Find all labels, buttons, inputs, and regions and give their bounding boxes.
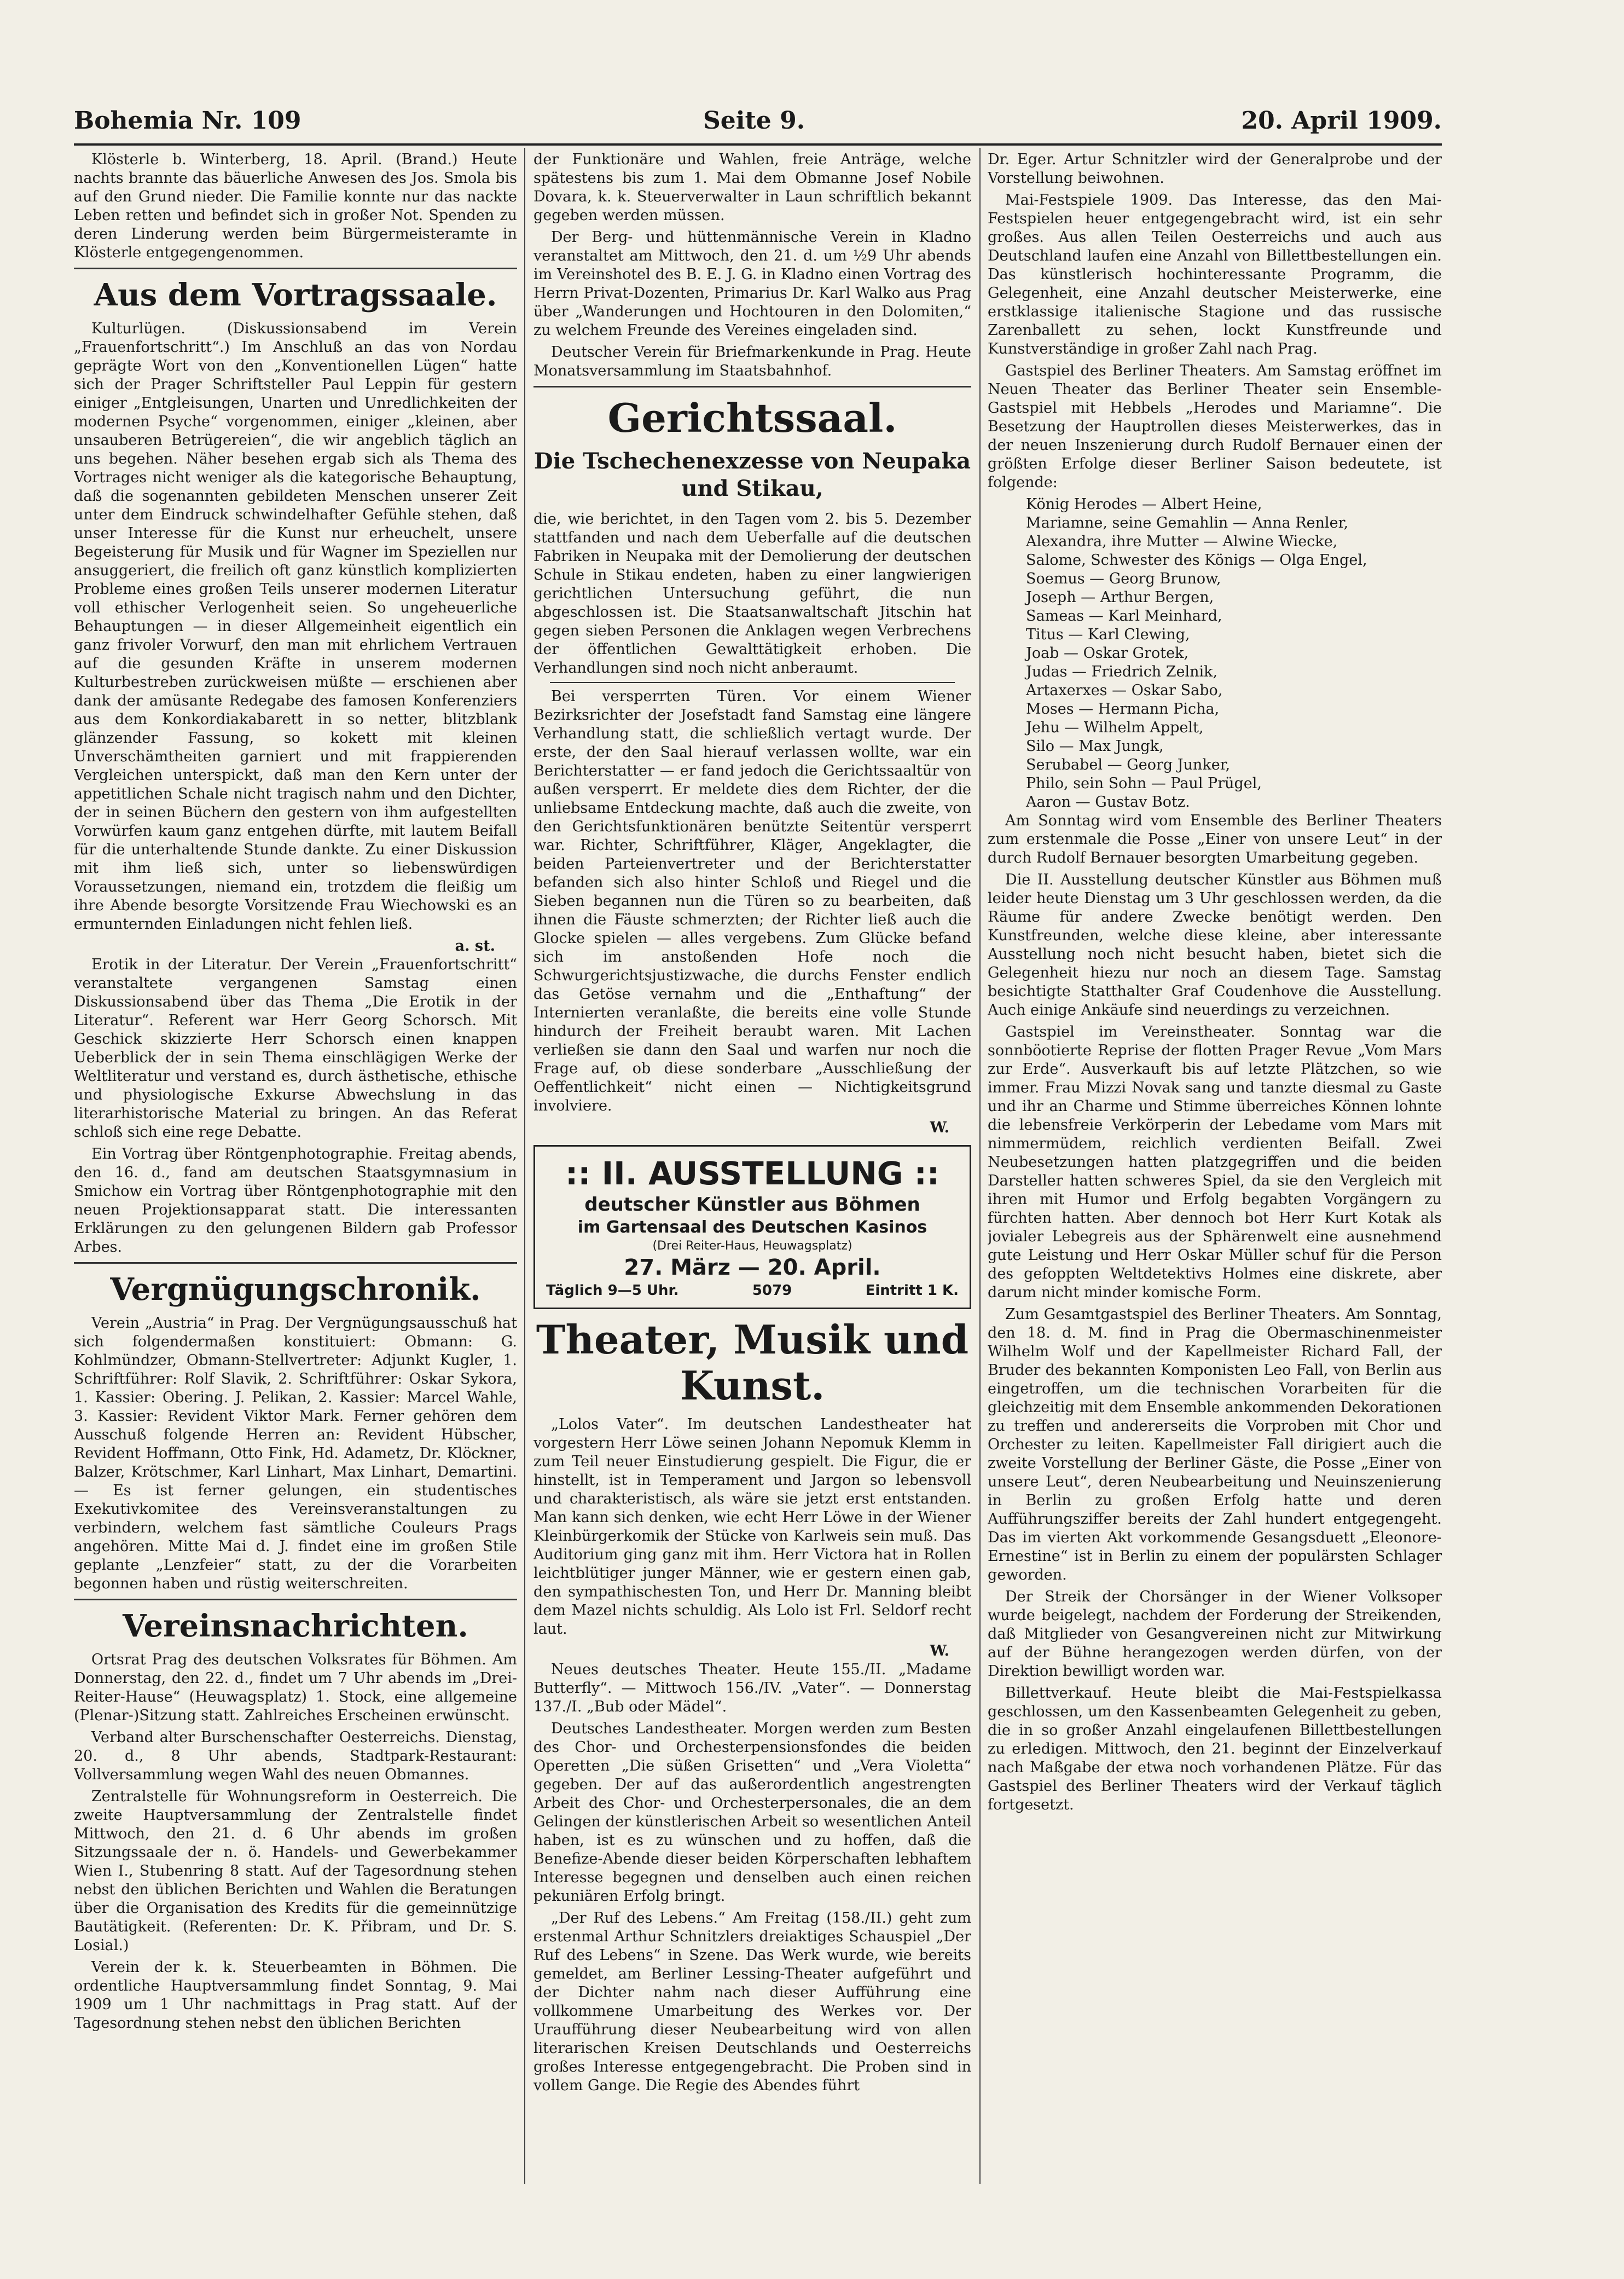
column-divider — [524, 148, 525, 2184]
ad-number: 5079 — [752, 1282, 792, 1299]
column-3 — [988, 151, 1442, 2186]
article-text: Ein Vortrag über Röntgenphotographie. Freitag abends, den 16. d., fand am deutschen Staatsgymnasium in Smichow ein Vortrag über Röntgenphotographie mit den neuen Projektionsapparat statt. Die interessanten Erklärungen zu den gelungenen Bildern gab Professor Arbes. — [74, 1146, 517, 1256]
header-date: 20. April 1909. — [1241, 107, 1442, 135]
article-text: Erotik in der Literatur. Der Verein „Frauenfortschritt“ veranstaltete vergangenen Samstag einen Diskussionsabend über das Thema „Die Erotik in der Literatur“. Referent war Herr Georg Schorsch. Mit Geschick skizzierte Herr Schorsch einen knappen Ueberblick der in sein Thema einschlägigen Werke der Weltliteratur und verstand es, durch ästhetische, ethische und physiologische Exkurse Abwechslung in das literarhistorische Material zu bringen. An das Referat schloß sich eine rege Debatte. — [74, 956, 517, 1141]
section-heading: Theater, Musik und Kunst. — [536, 1316, 969, 1409]
cast-entry: Serubabel — Georg Junker, — [1026, 756, 1231, 773]
cast-entry: Mariamne, seine Gemahlin — Anna Renler, — [1026, 514, 1349, 531]
article-text: Deutscher Verein für Briefmarkenkunde in Prag. Heute Monatsversammlung im Staatsbahnhof. — [533, 344, 971, 379]
article-rule — [550, 682, 955, 683]
cast-entry: Silo — Max Jungk, — [1026, 738, 1164, 755]
cast-entry: König Herodes — Albert Heine, — [1026, 496, 1262, 513]
article-text: Die II. Ausstellung deutscher Künstler aus Böhmen muß leider heute Dienstag um 3 Uhr geschlossen werden, da die Räume für andere Zwecke benötigt werden. Den Kunstfreunden, welche diese kleine, aber interessante Ausstellung noch nicht besucht haben, bietet sich die Gelegenheit hiezu nur noch an diesem Tage. Samstag besichtigte Statthalter Graf Coudenhove die Ausstellung. Auch einige Ankäufe sind neuerdings zu verzeichnen. — [988, 871, 1442, 1019]
article-text: Kulturlügen. (Diskussionsabend im Verein „Frauenfortschritt“.) Im Anschluß an das von Nordau geprägte Wort von den „Konventionellen Lügen“ hatte sich der Prager Schriftsteller Paul Leppin für gestern einiger „Entgleisungen, Unarten und Unredlichkeiten der modernen Psyche“ vorgenommen, einiger „kleinen, aber unsauberen Betrügereien“, die wir angeblich täglich an uns begehen. Näher besehen ergab sich als Thema des Vortrages nicht weniger als die kategorische Behauptung, daß die sogenannten gebildeten Menschen unserer Zeit unter dem Eindruck schwindelhafter Gefühle stehen, daß unser Interesse für die Kunst nur erheuchelt, unsere Begeisterung für Musik und für Wagner im Speziellen nur ansuggeriert, die freilich oft ganz künstlich komplizierten Probleme eines großen Teils unserer modernen Literatur voll ethischer Verlogenheit seien. So ungeheuerliche Behauptungen — in dieser Allgemeinheit eigentlich ein ganz frivoler Vorwurf, den man mit ehrlichem Vertrauen auf die gesunden Kräfte in unserem modernen Kulturbestreben zurückweisen müßte — erschienen aber dank der amüsante Redegabe des famosen Konferenziers aus dem Konkordiakabarett in so netter, blitzblank glänzender Fassung, so kokett mit kleinen Unverschämtheiten garniert und mit frappierenden Vergleichen unterspickt, daß man den Kern unter der appetitlichen Schale nicht tragisch nahm und den Dichter, der in seinen Büchern den gestern von ihm aufgestellten Vorwürfen kaum ganz entgehen dürfte, mit lautem Beifall für die unterhaltende Stunde dankte. Zu einer Diskussion mit ihm ließ sich, unter so liebenswürdigen Voraussetzungen, niemand ein, trotzdem die fleißig um ihre Abende besorgte Vorsitzende Frau Wiechowski es an ermunternden Einladungen nicht fehlen ließ. — [74, 320, 517, 933]
article-text: Neues deutsches Theater. Heute 155./II. „Madame Butterfly“. — Mittwoch 156./IV. „Vater“. — Donnerstag 137./I. „Bub oder Mädel“. — [533, 1661, 971, 1715]
cast-entry: Moses — Hermann Picha, — [1026, 701, 1220, 718]
article-text: Zum Gesamtgastspiel des Berliner Theaters. Am Sonntag, den 18. d. M. find in Prag die Obermaschinenmeister Wilhelm Wolf und der Kapellmeister Richard Fall, der Bruder des bekannten Komponisten Leo Fall, von Berlin aus eingetroffen, um die technischen Vorarbeiten für die gleichzeitig mit dem Ensemble ankommenden Dekorationen zu treffen und andererseits die Vorproben mit Chor und Orchester zu leiten. Kapellmeister Fall dirigiert auch die zweite Vorstellung der Berliner Gäste, die Posse „Einer von unsere Leut“, deren Neubearbeitung und Neuinszenierung in Berlin zu großen Erfolg hatte und deren Aufführungsziffer bereits der Zahl hundert entgegengeht. Das im vierten Akt vorkommende Gesangsduett „Eleonore-Ernestine“ ist in Berlin zu einem der populärsten Schlager geworden. — [988, 1306, 1442, 1583]
cast-entry: Soemus — Georg Brunow, — [1026, 570, 1221, 587]
article-text: Ortsrat Prag des deutschen Volksrates für Böhmen. Am Donnerstag, den 22. d., findet um 7 Uhr abends im „Drei-Reiter-Hause“ (Heuwagsplatz) 1. Stock, eine allgemeine (Plenar-)Sitzung statt. Zahlreiches Erscheinen erwünscht. — [74, 1651, 517, 1724]
article-text: Gastspiel im Vereinstheater. Sonntag war die sonnböotierte Reprise der flotten Prager Revue „Vom Mars zur Erde“. Ausverkauft bis auf letzte Plätzchen, so wie immer. Frau Mizzi Novak sang und tanzte diesmal zu Gaste und ihr an Charme und Stimme überreiches Können lohnte die lebensfreie Verkörperin der Lebedame vom Mars mit nimmermüdem, reichlich verdienten Beifall. Zwei Neubesetzungen hatten platzgegriffen und die beiden Darsteller hatten schweres Spiel, da sie den Vergleich mit ihren mit Humor und Erfolg begabten Vorgängern zu fürchten hatten. Aber dennoch bot Herr Kurt Kotak als jovialer Lebegreis aus der Sphärenwelt eine ausnehmend gute Leistung und Herr Oskar Müller schuf für die Person des gefoppten Weltdetektivs Holmes eine diskrete, aber darum nicht minder komische Form. — [988, 1023, 1442, 1301]
header-page-number: Seite 9. — [703, 107, 805, 135]
cast-entry: Alexandra, ihre Mutter — Alwine Wiecke, — [1026, 533, 1338, 550]
article-signature: W. — [930, 1119, 949, 1136]
ad-footer — [541, 1281, 964, 1300]
article-text: Bei versperrten Türen. Vor einem Wiener Bezirksrichter der Josefstadt fand Samstag eine längere Verhandlung statt, die schließlich vertagt wurde. Der erste, der den Saal hierauf verlassen wollte, war ein Berichterstatter — er fand jedoch die Gerichtssaaltür von außen versperrt. Er meldete dies dem Richter, der die unliebsame Entdeckung machte, daß auch die zweite, von den Gerichtsfunktionären benützte Seitentür versperrt war. Richter, Schriftführer, Kläger, Angeklagter, die beiden Parteienvertreter und der Berichterstatter befanden sich also hinter Schloß und Riegel und die Sieben begannen nun die Türen so zu bearbeiten, daß ihnen die Fäuste schmerzten; der Richter ließ auch die Glocke spielen — alles vergebens. Zum Glücke befand sich im anstoßenden Hofe noch die Schwurgerichtsjustizwache, die durchs Fenster endlich das Getöse vernahm und die „Enthaftung“ der Internierten veranlaßte, die bereits eine volle Stunde hindurch der Freiheit beraubt waren. Mit Lachen verließen sie dann den Saal und warfen nur noch die Frage auf, ob diese sonderbare „Ausschließung der Oeffentlichkeit“ nicht einen — Nichtigkeitsgrund involviere. — [533, 688, 971, 1114]
exhibition-advertisement — [533, 1145, 971, 1309]
article-text: Gastspiel des Berliner Theaters. Am Samstag eröffnet im Neuen Theater das Berliner Theater sein Ensemble-Gastspiel mit Hebbels „Herodes und Mariamne“. Die Besetzung der Hauptrollen dieses Meisterwerkes, das in der neuen Inszenierung durch Rudolf Bernauer einen der größten Erfolge dieser Berliner Saison bedeutete, ist folgende: — [988, 362, 1442, 491]
section-heading: Vereinsnachrichten. — [123, 1608, 468, 1644]
ad-subtitle: deutscher Künstler aus Böhmen — [584, 1194, 920, 1216]
article-text: Verein der k. k. Steuerbeamten in Böhmen. Die ordentliche Hauptversammlung findet Sonntag, 9. Mai 1909 um 1 Uhr nachmittags in Prag statt. Auf der Tagesordnung stehen nebst den üblichen Berichten — [74, 1959, 517, 2032]
cast-entry: Aaron — Gustav Botz. — [1026, 794, 1190, 811]
article-text: Am Sonntag wird vom Ensemble des Berliner Theaters zum erstenmale die Posse „Einer von unsere Leut“ in der durch Rudolf Bernauer besorgten Umarbeitung gegeben. — [988, 812, 1442, 866]
article-text: Der Streik der Chorsänger in der Wiener Volksoper wurde beigelegt, nachdem der Forderung der Streikenden, daß Mitglieder von Gesangvereinen nicht zur Mitwirkung auf der Bühne herangezogen werden dürfen, von der Direktion bewilligt worden war. — [988, 1588, 1442, 1680]
article-text: Mai-Festspiele 1909. Das Interesse, das den Mai-Festspielen heuer entgegengebracht wird, ist ein sehr großes. Aus allen Teilen Oesterreichs und auch aus Deutschland laufen eine Anzahl von Billettbestellungen ein. Das künstlerisch hochinteressante Programm, die Gelegenheit, eine Anzahl deutscher Meisterwerke, eine erstklassige italienische Stagione und das russische Zarenballett zu sehen, lockt Kunstfreunde und Kunstverständige in großer Zahl nach Prag. — [988, 192, 1442, 357]
article-text: Zentralstelle für Wohnungsreform in Oesterreich. Die zweite Hauptversammlung der Zentralstelle findet Mittwoch, den 21. d. 6 Uhr abends im großen Sitzungssaale der n. ö. Handels- und Gewerbekammer Wien I., Stubenring 8 statt. Auf der Tagesordnung stehen nebst den üblichen Berichten und Wahlen die Beratungen über die Organisation des Kredits für die gemeinnützige Bautätigkeit. (Referenten: Dr. K. Přibram, und Dr. S. Losial.) — [74, 1788, 517, 1954]
ad-hours: Täglich 9—5 Uhr. — [546, 1282, 679, 1299]
article-signature: W. — [930, 1642, 949, 1659]
article-text: Verband alter Burschenschafter Oesterreichs. Dienstag, 20. d., 8 Uhr abends, Stadtpark-Restaurant: Vollversammlung wegen Wahl des neuen Obmannes. — [74, 1729, 517, 1783]
cast-list — [988, 495, 1442, 812]
article-text: der Funktionäre und Wahlen, freie Anträge, welche spätestens bis zum 1. Mai dem Obmanne Josef Nobile Dovara, k. k. Steuerverwalter in Laun schriftlich bekannt gegeben werden müssen. — [533, 151, 971, 224]
column-1 — [74, 151, 517, 2186]
column-divider — [979, 148, 981, 2184]
section-rule — [74, 1599, 517, 1600]
article-text: Dr. Eger. Artur Schnitzler wird der Generalprobe und der Vorstellung beiwohnen. — [988, 151, 1442, 187]
article-text: Deutsches Landestheater. Morgen werden zum Besten des Chor- und Orchesterpensionsfondes die beiden Operetten „Die süßen Grisetten“ und „Vera Violetta“ gegeben. Der auf das außerordentlich angestrengten Arbeit des Chor- und Orchesterpersonales, die an dem Gelingen der künstlerischen Arbeit so wesentlichen Anteil haben, ist es zu wünschen und zu hoffen, daß die Benefize-Abende dieser beiden Körperschaften lebhaftem Interesse begegnen und denselben auch einen reichen pekuniären Erfolg bringt. — [533, 1720, 971, 1905]
article-text: Klösterle b. Winterberg, 18. April. (Brand.) Heute nachts brannte das bäuerliche Anwesen des Jos. Smola bis auf den Grund nieder. Die Familie konnte nur das nackte Leben retten und befindet sich in großer Not. Spenden zu deren Linderung werden beim Bürgermeisteramte in Klösterle entgegengenommen. — [74, 151, 517, 261]
article-text: Verein „Austria“ in Prag. Der Vergnügungsausschuß hat sich folgendermaßen konstituiert: Obmann: G. Kohlmündzer, Obmann-Stellvertreter: Adjunkt Kugler, 1. Schriftführer: Rolf Slavik, 2. Schriftführer: Oskar Sykora, 1. Kassier: Obering. J. Pelikan, 2. Kassier: Marcel Wahle, 3. Kassier: Revident Viktor Mark. Ferner gehören dem Ausschuß folgende Herren an: Revident Hübscher, Revident Hoffmann, Otto Fink, Hd. Adametz, Dr. Klöckner, Balzer, Krötschmer, Karl Linhart, Max Linhart, Demartini. — Es ist ferner gelungen, ein studentisches Exekutivkomitee des Vereinsveranstaltungen zu verbindern, welchem fast sämtliche Couleurs Prags angehören. Mitte Mai d. J. findet eine im großen Stile geplante „Lenzfeier“ statt, zu der die Vorarbeiten begonnen haben und rüstig weiterschreiten. — [74, 1315, 517, 1592]
ad-dates: 27. März — 20. April. — [624, 1255, 881, 1280]
article-text: die, wie berichtet, in den Tagen vom 2. bis 5. Dezember stattfanden und nach dem Ueberfalle auf die deutschen Fabriken in Neupaka mit der Demolierung der deutschen Schule in Stikau endeten, haben zu einer langwierigen gerichtlichen Untersuchung geführt, die nun abgeschlossen ist. Die Staatsanwaltschaft Jitschin hat gegen sieben Personen die Anklagen wegen Verbrechens der öffentlichen Gewalttätigkeit erhoben. Die Verhandlungen sind noch nicht anberaumt. — [533, 511, 971, 676]
cast-entry: Judas — Friedrich Zelnik, — [1026, 663, 1218, 680]
cast-entry: Joab — Oskar Grotek, — [1026, 645, 1189, 662]
column-2 — [533, 151, 971, 2186]
article-text: „Der Ruf des Lebens.“ Am Freitag (158./II.) geht zum erstenmal Arthur Schnitzlers dreiaktiges Schauspiel „Der Ruf des Lebens“ in Szene. Das Werk wurde, wie bereits gemeldet, am Berliner Lessing-Theater aufgeführt und der Dichter nahm nach dieser Aufführung eine vollkommene Umarbeitung des Werkes vor. Der Uraufführung dieser Neubearbeitung wird von allen literarischen Kreisen Deutschlands und Oesterreichs großes Interesse entgegengebracht. Die Proben sind in vollem Gange. Die Regie des Abendes führt — [533, 1910, 971, 2094]
article-text: Billettverkauf. Heute bleibt die Mai-Festspielkassa geschlossen, um den Kassenbeamten Gelegenheit zu geben, die in so großer Anzahl eingelaufenen Billettbestellungen zu erledigen. Mittwoch, den 21. beginnt der Einzelverkauf nach Maßgabe der etwa noch vorhandenen Plätze. Für das Gastspiel des Berliner Theaters wird der Verkauf täglich fortgesetzt. — [988, 1685, 1442, 1813]
cast-entry: Titus — Karl Clewing, — [1026, 626, 1190, 643]
header-rule — [74, 143, 1442, 146]
ad-address: (Drei Reiter-Haus, Heuwagsplatz) — [652, 1239, 852, 1253]
cast-entry: Artaxerxes — Oskar Sabo, — [1026, 682, 1223, 699]
section-heading: Gerichtssaal. — [607, 395, 897, 441]
article-text: „Lolos Vater“. Im deutschen Landestheater hat vorgestern Herr Löwe seinen Johann Nepomuk Klemm in zum Teil neuer Einstudierung gespielt. Die Figur, die er hinstellt, ist in Temperament und Jargon so lebensvoll und charakteristisch, als wäre sie jetzt erst entstanden. Man kann sich denken, wie echt Herr Löwe in der Wiener Kleinbürgerkomik der Stücke von Karlweis sein muß. Das Auditorium ging ganz mit ihm. Herr Victora hat in Rollen leichtblütiger junger Männer, wie er gestern einen gab, den sympathischesten Ton, und Herr Dr. Manning bleibt dem Mazel nichts schuldig. Als Lolo ist Frl. Seldorf recht laut. — [533, 1416, 971, 1638]
section-rule — [74, 1262, 517, 1264]
page-header — [74, 107, 1442, 145]
article-text: Der Berg- und hüttenmännische Verein in Kladno veranstaltet am Mittwoch, den 21. d. um ½9 Uhr abends im Vereinshotel des B. E. J. G. in Kladno einen Vortrag des Herrn Privat-Dozenten, Primarius Dr. Karl Walko aus Prag über „Wanderungen und Hochtouren in den Dolomiten,“ zu welchem Freunde des Vereines eingeladen sind. — [533, 229, 971, 339]
ad-venue: im Gartensaal des Deutschen Kasinos — [577, 1218, 927, 1237]
cast-entry: Salome, Schwester des Königs — Olga Engel, — [1026, 552, 1367, 569]
section-rule — [74, 268, 517, 269]
cast-entry: Joseph — Arthur Bergen, — [1026, 589, 1214, 606]
article-signature: a. st. — [455, 938, 495, 955]
ad-admission: Eintritt 1 K. — [865, 1282, 959, 1299]
article-headline: Die Tschechenexzesse von Neupaka und Stikau, — [533, 448, 971, 501]
section-heading: Vergnügungschronik. — [110, 1271, 481, 1308]
cast-entry: Jehu — Wilhelm Appelt, — [1026, 719, 1204, 736]
header-masthead: Bohemia Nr. 109 — [74, 107, 301, 135]
cast-entry: Philo, sein Sohn — Paul Prügel, — [1026, 775, 1262, 792]
cast-entry: Sameas — Karl Meinhard, — [1026, 608, 1222, 624]
section-rule — [533, 386, 971, 387]
ad-title: :: II. AUSSTELLUNG :: — [565, 1155, 939, 1192]
section-heading: Aus dem Vortragssaale. — [94, 277, 497, 313]
